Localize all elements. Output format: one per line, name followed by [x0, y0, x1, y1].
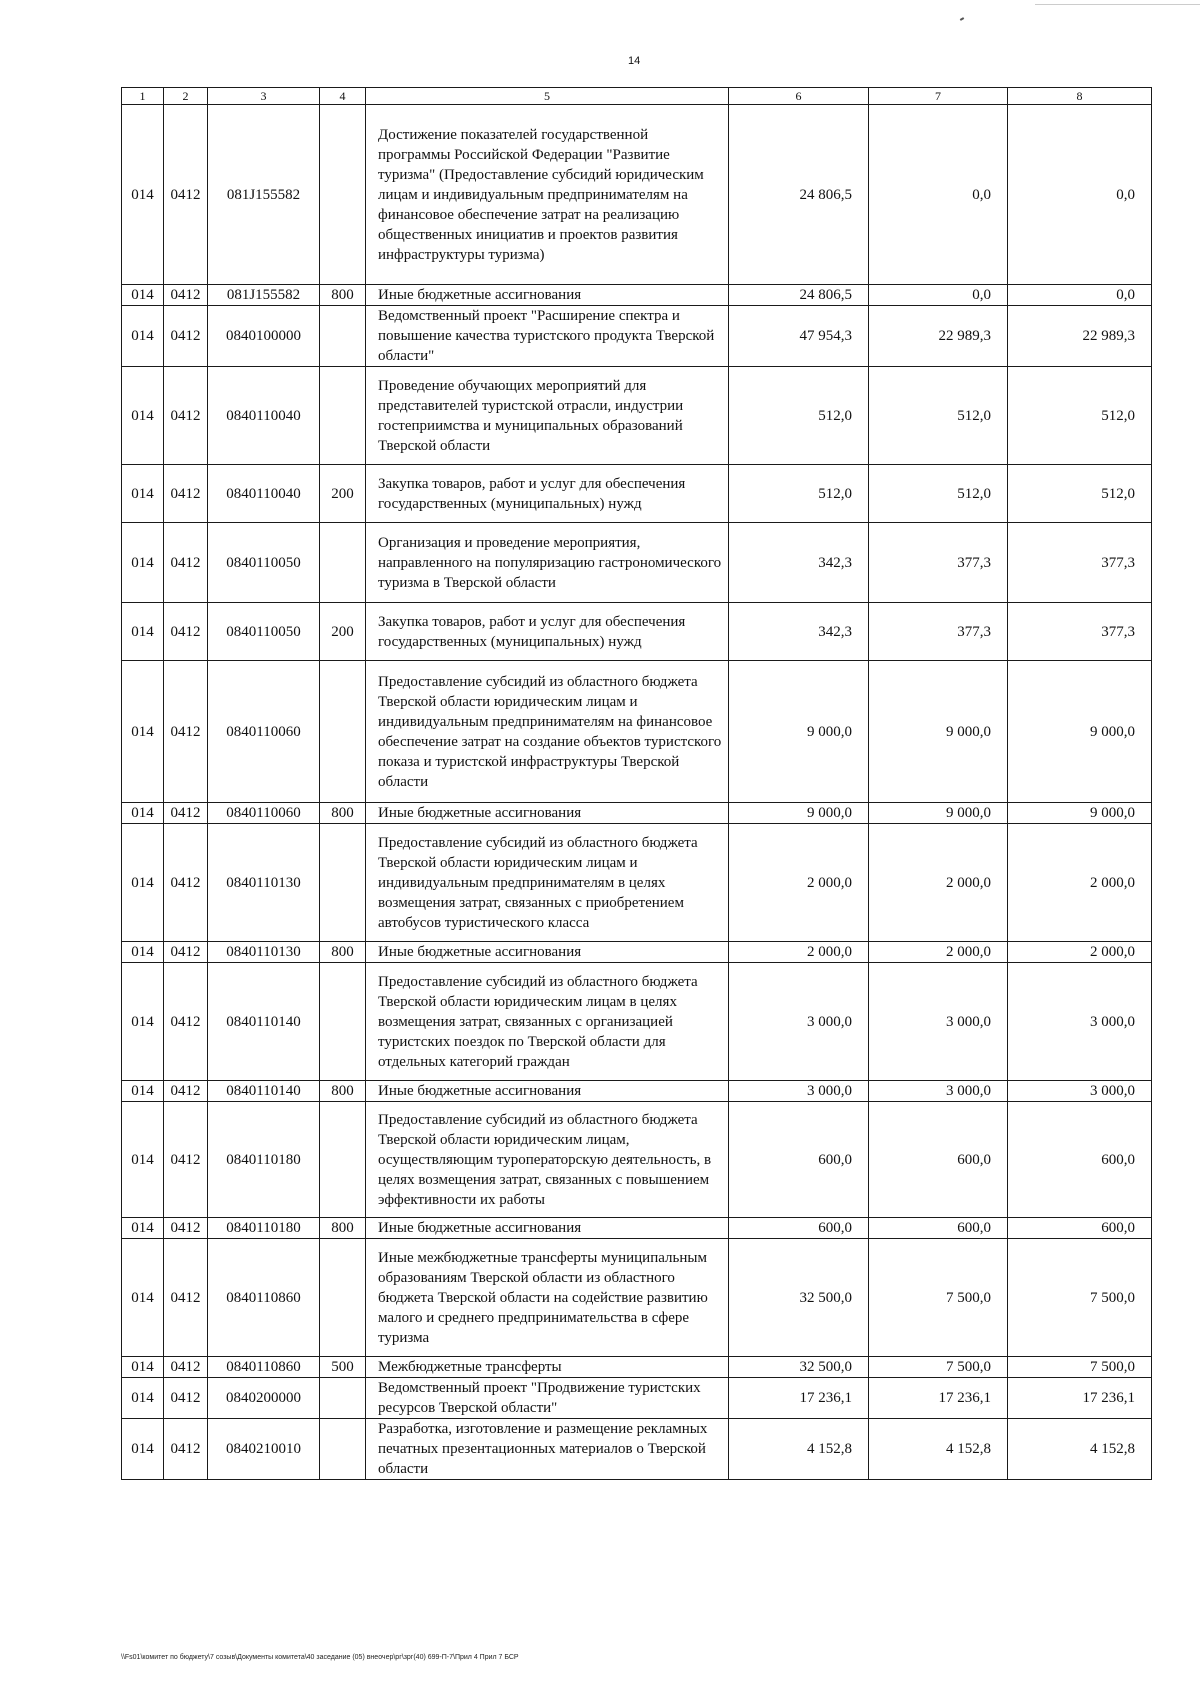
item-name-cell: Иные бюджетные ассигнования [366, 1218, 729, 1239]
section-code-cell: 0412 [164, 1419, 208, 1480]
amount-col6-cell: 600,0 [729, 1102, 869, 1218]
section-code-cell: 0412 [164, 306, 208, 367]
amount-col6-cell: 24 806,5 [729, 285, 869, 306]
amount-col6-cell: 24 806,5 [729, 105, 869, 285]
target-article-cell: 0840110060 [208, 661, 320, 803]
amount-col6-cell: 2 000,0 [729, 942, 869, 963]
chapter-code-cell: 014 [122, 1357, 164, 1378]
header-row [122, 88, 1152, 105]
amount-col8-cell: 512,0 [1008, 465, 1152, 523]
amount-col7-cell: 377,3 [869, 603, 1008, 661]
amount-col8-cell: 0,0 [1008, 285, 1152, 306]
table-row [122, 1218, 1152, 1239]
target-article-cell: 0840110140 [208, 1081, 320, 1102]
amount-col7-cell: 22 989,3 [869, 306, 1008, 367]
target-article-cell: 0840200000 [208, 1378, 320, 1419]
budget-table [121, 87, 1152, 1480]
chapter-code-cell: 014 [122, 1239, 164, 1357]
table-row [122, 603, 1152, 661]
amount-col8-cell: 7 500,0 [1008, 1239, 1152, 1357]
amount-col6-cell: 3 000,0 [729, 963, 869, 1081]
target-article-cell: 0840100000 [208, 306, 320, 367]
amount-col7-cell: 600,0 [869, 1218, 1008, 1239]
header-cell: 5 [366, 88, 729, 105]
item-name-cell: Предоставление субсидий из областного бюджета Тверской области юридическим лицам в целях возмещения затрат, связанных с организацией туристских поездок по Тверской области для отдельных категорий граждан [366, 963, 729, 1081]
section-code-cell: 0412 [164, 1239, 208, 1357]
item-name-cell: Ведомственный проект "Расширение спектра и повышение качества туристского продукта Тверской области" [366, 306, 729, 367]
amount-col7-cell: 2 000,0 [869, 942, 1008, 963]
amount-col6-cell: 512,0 [729, 367, 869, 465]
amount-col7-cell: 512,0 [869, 465, 1008, 523]
chapter-code-cell: 014 [122, 523, 164, 603]
chapter-code-cell: 014 [122, 1081, 164, 1102]
amount-col6-cell: 3 000,0 [729, 1081, 869, 1102]
expense-kind-cell [320, 1102, 366, 1218]
chapter-code-cell: 014 [122, 661, 164, 803]
chapter-code-cell: 014 [122, 105, 164, 285]
amount-col8-cell: 2 000,0 [1008, 824, 1152, 942]
expense-kind-cell [320, 1419, 366, 1480]
target-article-cell: 081J155582 [208, 285, 320, 306]
table-body [122, 88, 1152, 1480]
table-row [122, 1357, 1152, 1378]
amount-col6-cell: 32 500,0 [729, 1239, 869, 1357]
amount-col8-cell: 3 000,0 [1008, 1081, 1152, 1102]
section-code-cell: 0412 [164, 1378, 208, 1419]
amount-col6-cell: 32 500,0 [729, 1357, 869, 1378]
amount-col7-cell: 2 000,0 [869, 824, 1008, 942]
expense-kind-cell [320, 1378, 366, 1419]
section-code-cell: 0412 [164, 285, 208, 306]
table-row [122, 1081, 1152, 1102]
chapter-code-cell: 014 [122, 603, 164, 661]
expense-kind-cell [320, 306, 366, 367]
item-name-cell: Иные бюджетные ассигнования [366, 1081, 729, 1102]
expense-kind-cell [320, 367, 366, 465]
amount-col6-cell: 47 954,3 [729, 306, 869, 367]
amount-col7-cell: 0,0 [869, 285, 1008, 306]
target-article-cell: 0840110050 [208, 603, 320, 661]
header-cell: 3 [208, 88, 320, 105]
chapter-code-cell: 014 [122, 285, 164, 306]
target-article-cell: 0840210010 [208, 1419, 320, 1480]
amount-col7-cell: 3 000,0 [869, 963, 1008, 1081]
item-name-cell: Проведение обучающих мероприятий для представителей туристской отрасли, индустрии гостеприимства и муниципальных образований Тверской области [366, 367, 729, 465]
header-cell: 6 [729, 88, 869, 105]
chapter-code-cell: 014 [122, 1419, 164, 1480]
chapter-code-cell: 014 [122, 1378, 164, 1419]
section-code-cell: 0412 [164, 1102, 208, 1218]
item-name-cell: Закупка товаров, работ и услуг для обеспечения государственных (муниципальных) нужд [366, 603, 729, 661]
amount-col7-cell: 9 000,0 [869, 803, 1008, 824]
amount-col7-cell: 7 500,0 [869, 1357, 1008, 1378]
target-article-cell: 0840110050 [208, 523, 320, 603]
item-name-cell: Межбюджетные трансферты [366, 1357, 729, 1378]
target-article-cell: 0840110130 [208, 824, 320, 942]
table-row [122, 803, 1152, 824]
table-row [122, 367, 1152, 465]
scan-artifact [960, 17, 964, 21]
section-code-cell: 0412 [164, 661, 208, 803]
item-name-cell: Иные бюджетные ассигнования [366, 285, 729, 306]
item-name-cell: Иные бюджетные ассигнования [366, 803, 729, 824]
expense-kind-cell: 800 [320, 1081, 366, 1102]
amount-col8-cell: 600,0 [1008, 1218, 1152, 1239]
expense-kind-cell [320, 963, 366, 1081]
table-row [122, 824, 1152, 942]
target-article-cell: 0840110040 [208, 465, 320, 523]
amount-col8-cell: 17 236,1 [1008, 1378, 1152, 1419]
chapter-code-cell: 014 [122, 963, 164, 1081]
header-cell: 2 [164, 88, 208, 105]
amount-col6-cell: 4 152,8 [729, 1419, 869, 1480]
expense-kind-cell: 800 [320, 942, 366, 963]
item-name-cell: Иные межбюджетные трансферты муниципальным образованиям Тверской области из областного бюджета Тверской области на содействие развитию малого и среднего предпринимательства в сфере туризма [366, 1239, 729, 1357]
amount-col7-cell: 4 152,8 [869, 1419, 1008, 1480]
table-row [122, 285, 1152, 306]
amount-col8-cell: 377,3 [1008, 523, 1152, 603]
amount-col7-cell: 600,0 [869, 1102, 1008, 1218]
section-code-cell: 0412 [164, 1081, 208, 1102]
expense-kind-cell: 200 [320, 603, 366, 661]
amount-col6-cell: 9 000,0 [729, 803, 869, 824]
file-path-footer: \\Fs01\комитет по бюджету\7 созыв\Документы комитета\40 заседание (05) внеочер\рг\зрг(40) 699-П-7\Прил 4 Прил 7 БСР [121, 1654, 519, 1661]
target-article-cell: 0840110860 [208, 1357, 320, 1378]
chapter-code-cell: 014 [122, 824, 164, 942]
expense-kind-cell: 800 [320, 803, 366, 824]
chapter-code-cell: 014 [122, 1218, 164, 1239]
header-cell: 7 [869, 88, 1008, 105]
target-article-cell: 0840110180 [208, 1218, 320, 1239]
amount-col8-cell: 7 500,0 [1008, 1357, 1152, 1378]
amount-col8-cell: 600,0 [1008, 1102, 1152, 1218]
expense-kind-cell [320, 1239, 366, 1357]
table-row [122, 1378, 1152, 1419]
section-code-cell: 0412 [164, 942, 208, 963]
table-row [122, 942, 1152, 963]
expense-kind-cell [320, 523, 366, 603]
table-row [122, 963, 1152, 1081]
amount-col6-cell: 600,0 [729, 1218, 869, 1239]
item-name-cell: Предоставление субсидий из областного бюджета Тверской области юридическим лицам, осуществляющим туроператорскую деятельность, в целях возмещения затрат, связанных с повышением эффективности их работы [366, 1102, 729, 1218]
scan-artifact-line [1035, 4, 1200, 5]
table-row [122, 306, 1152, 367]
amount-col8-cell: 9 000,0 [1008, 661, 1152, 803]
item-name-cell: Иные бюджетные ассигнования [366, 942, 729, 963]
section-code-cell: 0412 [164, 105, 208, 285]
amount-col8-cell: 3 000,0 [1008, 963, 1152, 1081]
chapter-code-cell: 014 [122, 367, 164, 465]
target-article-cell: 0840110040 [208, 367, 320, 465]
item-name-cell: Закупка товаров, работ и услуг для обеспечения государственных (муниципальных) нужд [366, 465, 729, 523]
table-row [122, 1239, 1152, 1357]
expense-kind-cell [320, 105, 366, 285]
header-cell: 4 [320, 88, 366, 105]
chapter-code-cell: 014 [122, 465, 164, 523]
target-article-cell: 081J155582 [208, 105, 320, 285]
amount-col8-cell: 4 152,8 [1008, 1419, 1152, 1480]
amount-col7-cell: 9 000,0 [869, 661, 1008, 803]
amount-col6-cell: 9 000,0 [729, 661, 869, 803]
header-cell: 8 [1008, 88, 1152, 105]
section-code-cell: 0412 [164, 603, 208, 661]
item-name-cell: Предоставление субсидий из областного бюджета Тверской области юридическим лицам и индивидуальным предпринимателям в целях возмещения затрат, связанных с приобретением автобусов туристического класса [366, 824, 729, 942]
table-row [122, 1102, 1152, 1218]
header-cell: 1 [122, 88, 164, 105]
section-code-cell: 0412 [164, 1357, 208, 1378]
table-row [122, 1419, 1152, 1480]
amount-col6-cell: 512,0 [729, 465, 869, 523]
table-row [122, 523, 1152, 603]
expense-kind-cell: 800 [320, 285, 366, 306]
target-article-cell: 0840110860 [208, 1239, 320, 1357]
target-article-cell: 0840110140 [208, 963, 320, 1081]
amount-col7-cell: 0,0 [869, 105, 1008, 285]
target-article-cell: 0840110180 [208, 1102, 320, 1218]
section-code-cell: 0412 [164, 367, 208, 465]
section-code-cell: 0412 [164, 1218, 208, 1239]
amount-col6-cell: 17 236,1 [729, 1378, 869, 1419]
section-code-cell: 0412 [164, 824, 208, 942]
chapter-code-cell: 014 [122, 803, 164, 824]
amount-col7-cell: 512,0 [869, 367, 1008, 465]
amount-col7-cell: 17 236,1 [869, 1378, 1008, 1419]
item-name-cell: Организация и проведение мероприятия, направленного на популяризацию гастрономического туризма в Тверской области [366, 523, 729, 603]
expense-kind-cell: 200 [320, 465, 366, 523]
chapter-code-cell: 014 [122, 942, 164, 963]
table-row [122, 465, 1152, 523]
page-number: 14 [628, 55, 641, 67]
table-row [122, 661, 1152, 803]
section-code-cell: 0412 [164, 465, 208, 523]
chapter-code-cell: 014 [122, 1102, 164, 1218]
section-code-cell: 0412 [164, 963, 208, 1081]
item-name-cell: Ведомственный проект "Продвижение туристских ресурсов Тверской области" [366, 1378, 729, 1419]
item-name-cell: Достижение показателей государственной программы Российской Федерации "Развитие туризма" (Предоставление субсидий юридическим лицам и индивидуальным предпринимателям на финансовое обеспечение затрат на реализацию общественных инициатив и проектов развития инфраструктуры туризма) [366, 105, 729, 285]
item-name-cell: Разработка, изготовление и размещение рекламных печатных презентационных материалов о Тверской области [366, 1419, 729, 1480]
expense-kind-cell [320, 824, 366, 942]
expense-kind-cell: 500 [320, 1357, 366, 1378]
expense-kind-cell [320, 661, 366, 803]
section-code-cell: 0412 [164, 803, 208, 824]
amount-col8-cell: 512,0 [1008, 367, 1152, 465]
amount-col8-cell: 0,0 [1008, 105, 1152, 285]
target-article-cell: 0840110060 [208, 803, 320, 824]
amount-col8-cell: 377,3 [1008, 603, 1152, 661]
amount-col7-cell: 377,3 [869, 523, 1008, 603]
amount-col6-cell: 2 000,0 [729, 824, 869, 942]
amount-col6-cell: 342,3 [729, 603, 869, 661]
amount-col6-cell: 342,3 [729, 523, 869, 603]
expense-kind-cell: 800 [320, 1218, 366, 1239]
amount-col7-cell: 3 000,0 [869, 1081, 1008, 1102]
target-article-cell: 0840110130 [208, 942, 320, 963]
chapter-code-cell: 014 [122, 306, 164, 367]
section-code-cell: 0412 [164, 523, 208, 603]
item-name-cell: Предоставление субсидий из областного бюджета Тверской области юридическим лицам и индивидуальным предпринимателям на финансовое обеспечение затрат на создание объектов туристского показа и туристской инфраструктуры Тверской области [366, 661, 729, 803]
amount-col8-cell: 22 989,3 [1008, 306, 1152, 367]
amount-col7-cell: 7 500,0 [869, 1239, 1008, 1357]
amount-col8-cell: 9 000,0 [1008, 803, 1152, 824]
table-row [122, 105, 1152, 285]
amount-col8-cell: 2 000,0 [1008, 942, 1152, 963]
